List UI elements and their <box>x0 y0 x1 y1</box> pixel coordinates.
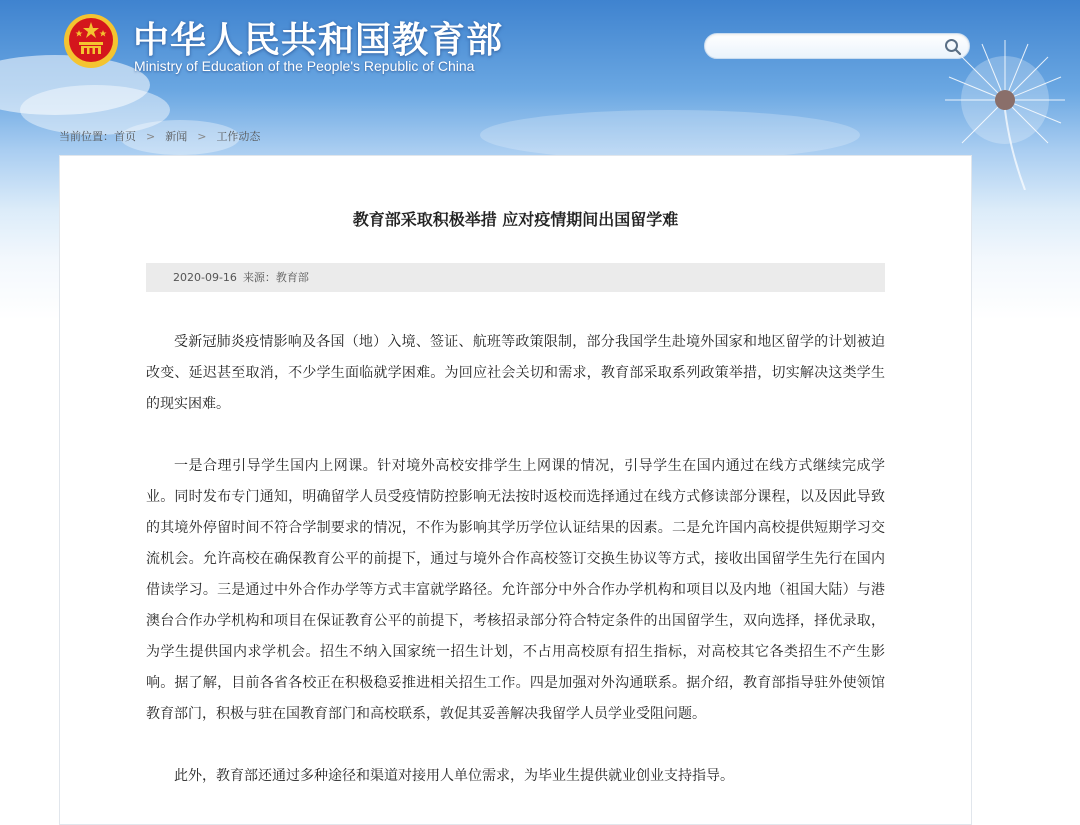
breadcrumb-separator: > <box>146 130 156 143</box>
article-paragraph: 此外，教育部还通过多种途径和渠道对接用人单位需求，为毕业生提供就业创业支持指导。 <box>174 768 734 784</box>
article-panel <box>59 155 972 825</box>
article-title: 教育部采取积极举措 应对疫情期间出国留学难 <box>352 210 679 229</box>
breadcrumb-separator: > <box>197 130 207 143</box>
search-input[interactable] <box>715 37 939 57</box>
national-emblem-icon[interactable] <box>63 13 119 69</box>
article-date: 2020-09-16 <box>173 271 237 284</box>
breadcrumb-work-news[interactable]: 工作动态 <box>216 130 261 143</box>
article-paragraph: 一是合理引导学生国内上网课。针对境外高校安排学生上网课的情况，引导学生在国内通过在线方式继续完成学业。同时发布专门通知，明确留学人员受疫情防控影响无法按时返校而选择通过在线方式修读部分课程，以及因此导致的其境外停留时间不符合学制要求的情况，不作为影响其学历学位认证结果的因素。二是允许国内高校提供短期学习交流机会。允许高校在确保教育公平的前提下，通过与境外合作高校签订交换生协议等方式，接收出国留学生先行在国内借读学习。三是通过中外合作办学等方式丰富就学路径。允许部分中外合作办学机构和项目以及内地（祖国大陆）与港澳台合作办学机构和项目在保证教育公平的前提下，考核招录部分符合特定条件的出国留学生，双向选择，择优录取，为学生提供国内求学机会。招生不纳入国家统一招生计划，不占用高校原有招生指标，对高校其它各类招生不产生影响。据了解，目前各省各校正在积极稳妥推进相关招生工作。四是加强对外沟通联系。据介绍，教育部指导驻外使领馆教育部门，积极与驻在国教育部门和高校联系，敦促其妥善解决我留学人员学业受阻问题。 <box>146 458 885 722</box>
breadcrumb <box>59 128 260 144</box>
article-body <box>146 327 885 823</box>
article-paragraph: 受新冠肺炎疫情影响及各国（地）入境、签证、航班等政策限制，部分我国学生赴境外国家和地区留学的计划被迫改变、延迟甚至取消，不少学生面临就学困难。为回应社会关切和需求，教育部采取系列政策举措，切实解决这类学生的现实困难。 <box>146 334 885 412</box>
cloud <box>480 110 860 160</box>
article-meta <box>146 263 885 292</box>
site-title[interactable]: 中华人民共和国教育部 <box>133 20 504 61</box>
breadcrumb-prefix: 当前位置： <box>59 130 114 143</box>
breadcrumb-home[interactable]: 首页 <box>114 130 136 143</box>
article-source: 来源：教育部 <box>242 271 309 284</box>
site-subtitle: Ministry of Education of the People's Republic of China <box>134 58 475 74</box>
breadcrumb-news[interactable]: 新闻 <box>165 130 188 143</box>
